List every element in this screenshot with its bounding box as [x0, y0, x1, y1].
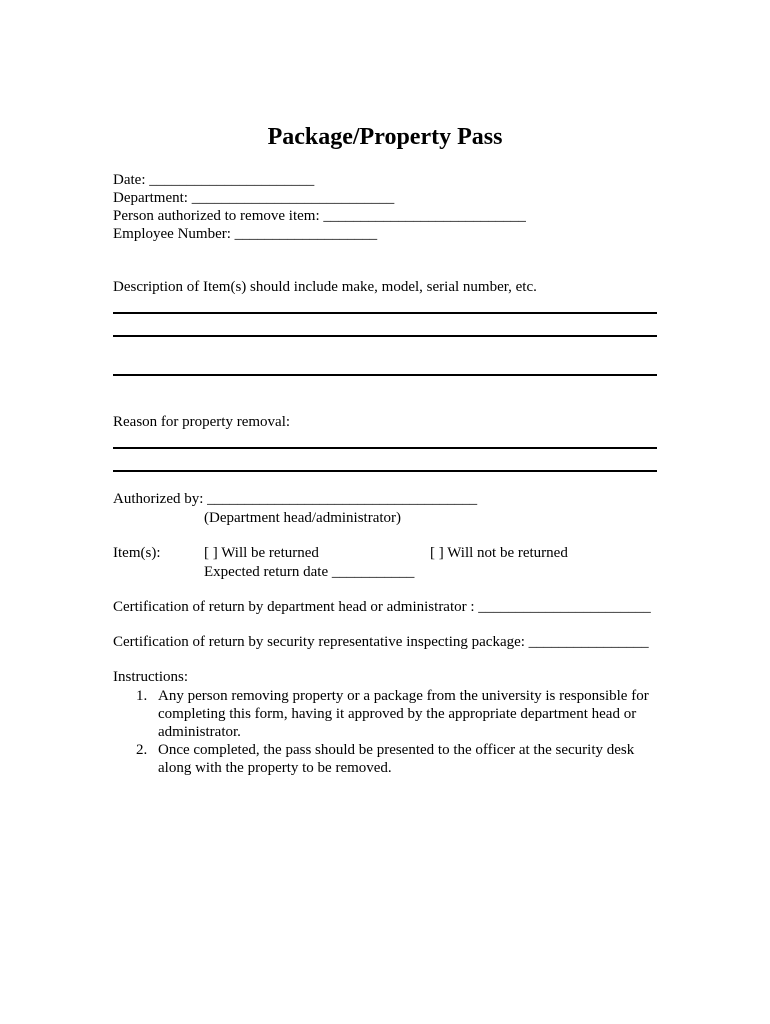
- authorized-by-field: Authorized by: ____________________________________: [113, 491, 478, 507]
- reason-rule-1: [113, 447, 657, 449]
- instruction-line: administrator.: [158, 724, 241, 740]
- description-rule-3: [113, 374, 657, 376]
- expected-return-date-field: Expected return date ___________: [204, 564, 415, 580]
- document-title: Package/Property Pass: [267, 124, 503, 150]
- instruction-line: Once completed, the pass should be presented to the officer at the security desk: [158, 742, 635, 758]
- description-rule-1: [113, 312, 657, 314]
- reason-rule-2: [113, 470, 657, 472]
- instruction-number: 1.: [136, 688, 148, 704]
- employee-number-field: Employee Number: ___________________: [113, 226, 378, 242]
- reason-label: Reason for property removal:: [113, 414, 291, 430]
- security-certification-field: Certification of return by security representative inspecting package: ________________: [113, 634, 649, 650]
- items-label: Item(s):: [113, 545, 161, 561]
- instruction-item: [158, 687, 658, 741]
- instruction-line: Any person removing property or a package from the university is responsible for: [158, 688, 649, 704]
- description-label: Description of Item(s) should include make, model, serial number, etc.: [113, 279, 537, 295]
- instruction-number: 2.: [136, 742, 148, 758]
- department-field: Department: ___________________________: [113, 190, 395, 206]
- instruction-item: [158, 741, 658, 777]
- instruction-line: completing this form, having it approved by the appropriate department head or: [158, 706, 637, 722]
- authorized-by-caption: (Department head/administrator): [204, 510, 402, 526]
- dept-certification-field: Certification of return by department head or administrator : _______________________: [113, 599, 651, 615]
- date-field: Date: ______________________: [113, 172, 315, 188]
- person-authorized-field: Person authorized to remove item: ___________________________: [113, 208, 526, 224]
- instruction-line: along with the property to be removed.: [158, 760, 392, 776]
- description-rule-2: [113, 335, 657, 337]
- will-be-returned-checkbox: [ ] Will be returned: [204, 545, 319, 561]
- instructions-heading: Instructions:: [113, 669, 188, 685]
- will-not-be-returned-checkbox: [ ] Will not be returned: [430, 545, 568, 561]
